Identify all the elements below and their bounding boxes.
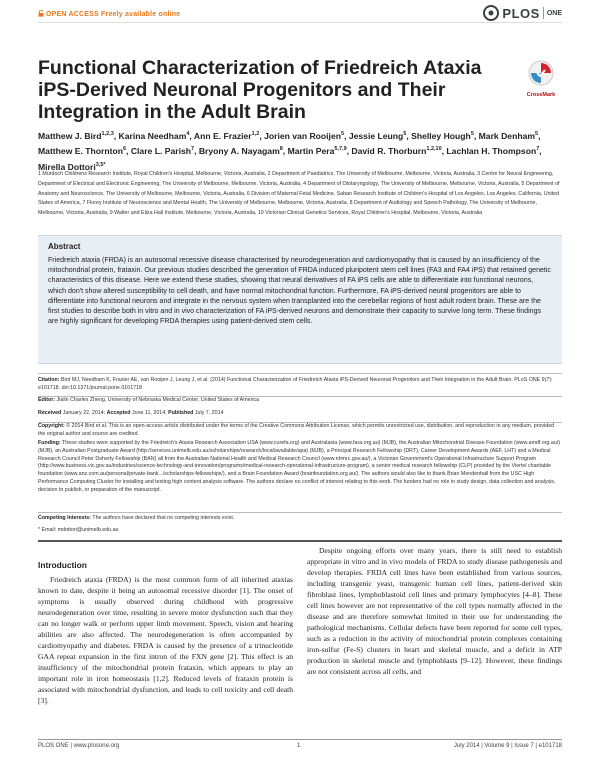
intro-left-column: Friedreich ataxia (FRDA) is the most common form of all inherited ataxias known to date, despite it being an autosomal recessive disorder [1]. The onset of symptoms is usually observed during childhood with progressive neurodegeneration over time, resulting in severe motor dysfunction such that they can no longer walk or perform upper limb movement. Speech, vision and hearing abilities are also affected. The neurodegeneration is often accompanied by cardiomyopathy and diabetes. FRDA is caused by the presence of a trinucleotide GAA repeat expansion in the first intron of the FXN gene [2]. This effect is an insufficiency of the mitochondrial protein frataxin, which appears to play an important role in iron homeostasis [1,2]. Reduced levels of frataxin protein is associated with mitochondrial dysfunction, and leads to cell toxicity and cell death [3]. bbox=[38, 575, 293, 705]
footer-journal: PLOS ONE | www.plosone.org bbox=[38, 743, 120, 749]
copyright-text: © 2014 Bird et al. This is an open-access article distributed under the terms of the Creative Commons Attribution License, which permits unrestricted use, distribution, and reproduction in any medium, provided the original author and source are credited. bbox=[38, 423, 555, 437]
email-text[interactable]: * Email: mdottori@unimelb.edu.au bbox=[38, 527, 119, 533]
crossmark-icon bbox=[528, 60, 554, 86]
funding-text: These studies were supported by the Friedreich's Ataxia Research Association USA (www.curefa.org) and Australasia (www.fara.org.au) (MJB), the Australian Mitochondrial Disease Foundation (www.amdf.org.au/) (MJB), an Australian Postgraduate Award (http://services.unimelb.edu.au/scholarships/research/local/available/apa) (MJB), a Principal Research Fellowship (DRT), Career Development Awards (AEF, LHT) and a Medical Research Council Peter Doherty Fellowship (BAN) all from the Australian National Health and Medical Research Council (www.nhmrc.gov.au/), a Victorian Government's Operational Infrastructure Support Program (http://www.business.vic.gov.au/industries/science-technology-and-innovation/programs/medical-research-operational-infrastructure-program), a senior medical research fellowship (CLP) provided by the Viertel charitable foundation (www.anz.com.au/personal/private-bank.../scholarships-fellowships/), and a Brain Foundation Award (brainfoundation.org.au/). The authors would also like to thank Brian Mendenhall from the USC High Performance Computing Cluster for installing and testing high content analysis software. The authors declare no conflict of interest relating to this work. The funders had no role in study design, data collection and analysis, decision to publish, or preparation of the manuscript. bbox=[38, 440, 561, 493]
citation-label: Citation: bbox=[38, 377, 60, 383]
meta-bottom-rule bbox=[38, 540, 562, 542]
header-rule bbox=[38, 22, 562, 23]
competing-text: The authors have declared that no competing interests exist. bbox=[92, 515, 235, 521]
author-list-text: Matthew J. Bird$^{1,2,3}$, Karina Needham$^4$, Ann E. Frazier$^{1,2}$, Jorien van Rooijen$^5$, Jessie Leung$^5$, Shelley Hough$^5$, Mark Denham$^5$, Matthew E. Thornton$^6$, Clare L. Parish$^7$, Bryony A. Nayagam$^8$, Martin Pera$^{5,7,9}$, David R. Thorburn$^{1,2,10}$, Lachlan H. Thompson$^7$, Mirella Dottori$^{3,5*}$ bbox=[38, 130, 542, 172]
plos-one-logo[interactable] bbox=[483, 5, 562, 21]
footer-issue: July 2014 | Volume 9 | Issue 7 | e101718 bbox=[453, 743, 562, 749]
journal-suffix: ONE bbox=[546, 9, 562, 17]
page-number: 1 bbox=[297, 743, 301, 749]
copyright-label: Copyright: bbox=[38, 423, 65, 429]
introduction-heading: Introduction bbox=[38, 560, 87, 570]
accepted-label: Accepted bbox=[106, 410, 131, 416]
editor-label: Editor: bbox=[38, 397, 56, 403]
email[interactable] bbox=[38, 527, 562, 535]
editor-text: Jialin Charles Zheng, University of Nebraska Medical Center, United States of America bbox=[56, 397, 260, 403]
editor bbox=[38, 397, 562, 405]
copyright bbox=[38, 423, 562, 439]
funding bbox=[38, 440, 562, 495]
abstract-text: Friedreich ataxia (FRDA) is an autosomal recessive disease characterised by neurodegeneration and cardiomyopathy that is caused by an insufficiency of the mitochondrial protein, frataxin. Our previous studies described the generation of FRDA induced pluripotent stem cell lines (FA3 and FA4 iPS) that retained genetic characteristics of this disease. Here we extend these studies, showing that neural derivatives of FA iPS cells are able to differentiate into functional neurons, which don't show altered susceptibility to cell death, and have normal mitochondrial function. Furthermore, FA iPS-derived neural progenitors are able to differentiate into functional neurons and integrate in the nervous system when transplanted into the cerebellar regions of host adult rodent brain. These are the first studies to describe both in vitro and in vivo characterization of FA iPS-derived neurons and demonstrate their capacity to survive long term. These findings are highly significant for developing FRDA therapies using patient-derived stem cells. bbox=[48, 257, 551, 326]
meta-top-rule bbox=[38, 373, 562, 374]
open-access-banner bbox=[38, 10, 180, 18]
meta-rule-1 bbox=[38, 396, 562, 397]
meta-rule-3 bbox=[38, 512, 562, 513]
accepted-date: June 11, 2014; bbox=[131, 410, 167, 416]
funding-label: Funding: bbox=[38, 440, 61, 446]
open-access-text: OPEN ACCESS Freely available online bbox=[46, 11, 181, 18]
received-date: January 22, 2014; bbox=[62, 410, 106, 416]
published-label: Published bbox=[168, 410, 194, 416]
footer-rule bbox=[38, 739, 562, 740]
crossmark-label: CrossMark bbox=[526, 92, 556, 98]
published-date: July 7, 2014 bbox=[194, 410, 224, 416]
affiliations: 1 Murdoch Childrens Research Institute, Royal Children's Hospital, Melbourne, Victoria, Australia, 2 Department of Paediatrics, The University of Melbourne, Melbourne, Victoria, Australia, 3 Centre for Neural Engineering, Department of Electrical and Electronic Engineering, The University of Melbourne, Melbourne, Victoria, Australia, 4 Department of Otolaryngology, The University of Melbourne, Melbourne, Victoria, Australia, 5 Department of Anatomy and Neuroscience, The University of Melbourne, Melbourne, Victoria, Australia, 6 Division of Maternal Fetal Medicine, Saban Research Institute of Children's Hospital of Los Angeles, Los Angeles, California, United States of America, 7 Florey Institute of Neuroscience and Mental Health, The University of Melbourne, Melbourne, Victoria, Australia, 8 Department of Audiology and Speech Pathology, The University of Melbourne, Melbourne, Victoria, Australia, 9 Walter and Eliza Hall Institute, Melbourne, Victoria, Australia, 10 Victorian Clinical Genetics Services, Royal Children's Hospital, Melbourne, Victoria, Australia bbox=[38, 171, 560, 217]
received-label: Received bbox=[38, 410, 62, 416]
meta-rule-2 bbox=[38, 422, 562, 423]
logo-divider bbox=[543, 7, 544, 19]
author-list bbox=[38, 128, 558, 174]
intro-right-column: Despite ongoing efforts over many years, there is still need to establish appropriate in vitro and in vivo models of FRDA to study disease pathogenesis and develop therapies. FRDA cell lines have been established from various sources, including transgenic yeast, transgenic human cell lines, patient-derived skin fibroblast lines, lymphoblastoid cell lines and primary lymphocytes [4–8]. These cell lines however are not representative of the cell types normally affected in the disease and are therefore somewhat limited in their use for understanding the pathological mechanisms. Cellular defects have been reported for some cell types, such as a reduction in the activity of mitochondrial protein complexes containing iron-sulfur (Fe-S) clusters in heart and skeletal muscle, and a deficit in ATP production in skeletal muscle and lymphoblasts [9–12]. However, these findings are not consistent across all cells, and bbox=[307, 546, 562, 676]
abstract-heading: Abstract bbox=[48, 242, 81, 251]
open-access-lock-icon bbox=[38, 10, 44, 17]
plos-logo-icon bbox=[483, 5, 499, 21]
crossmark-badge[interactable] bbox=[522, 60, 560, 98]
competing-interests bbox=[38, 515, 562, 523]
dates bbox=[38, 410, 562, 418]
citation-text: Bird MJ, Needham K, Frazier AE, van Rooijen J, Leung J, et al. (2014) Functional Characterization of Friedreich Ataxia iPS-Derived Neuronal Progenitors and Their Integration in the Adult Brain. PLoS ONE 9(7): e101718. doi:10.1371/journal.pone.0101718 bbox=[38, 377, 553, 391]
article-metadata bbox=[38, 377, 562, 547]
article-title: Functional Characterization of Friedreich Ataxia iPS-Derived Neuronal Progenitors and Their Integration in the Adult Brain bbox=[38, 57, 482, 123]
journal-name: PLOS bbox=[502, 5, 540, 21]
citation bbox=[38, 377, 562, 393]
competing-label: Competing Interests: bbox=[38, 515, 91, 521]
